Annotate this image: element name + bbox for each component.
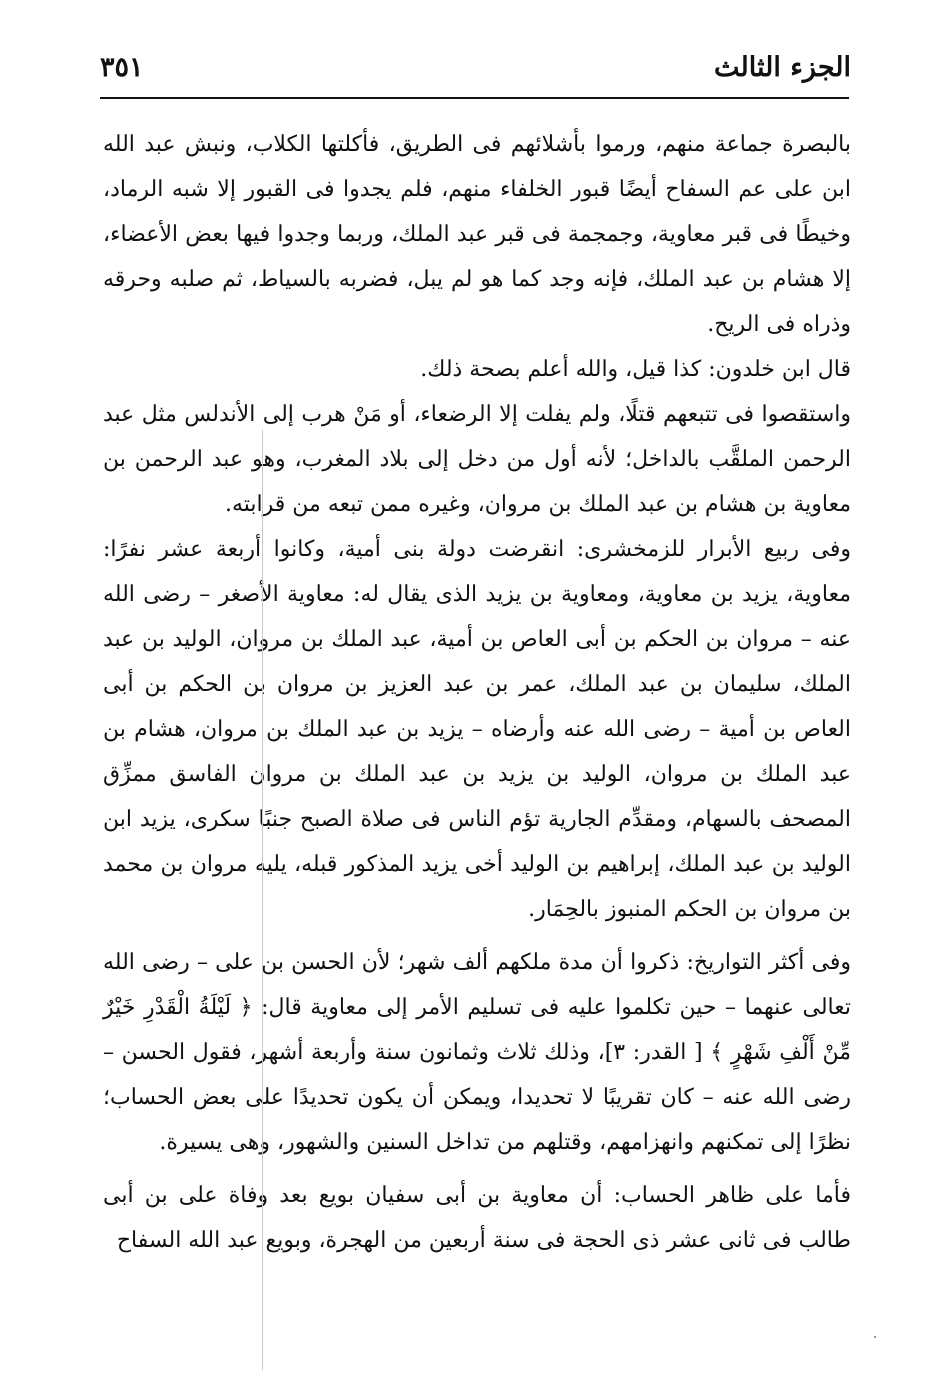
paragraph: وفى ربيع الأبرار للزمخشرى: انقرضت دولة بنى أمية، وكانوا أربعة عشر نفرًا: معاوية، يزيد بن معاوية، ومعاوية بن يزيد الذى يقال له: معاوية الأصغر – رضى الله عنه – مروان بن الحكم بن أبى العاص بن أمية، عبد الملك بن مروان، الوليد بن عبد الملك، سليمان بن عبد الملك، عمر بن عبد العزيز بن مروان بن الحكم بن أبى العاص بن أمية – رضى الله عنه وأرضاه – يزيد بن عبد الملك بن مروان، هشام بن عبد الملك بن مروان، الوليد بن يزيد بن عبد الملك بن مروان الفاسق ممزِّق المصحف بالسهام، ومقدِّم الجارية تؤم الناس فى صلاة الصبح جنبًا سكرى، يزيد ابن الوليد بن عبد الملك، إبراهيم بن الوليد أخى يزيد المذكور قبله، يليه مروان بن محمد بن مروان بن الحكم المنبوز بالحِمَار. xyxy=(103,537,852,922)
paragraph: بالبصرة جماعة منهم، ورموا بأشلائهم فى الطريق، فأكلتها الكلاب، ونبش عبد الله ابن على عم السفاح أيضًا قبور الخلفاء منهم، فلم يجدوا فى القبور إلا شبه الرماد، وخيطًا فى قبر معاوية، وجمجمة فى قبر عبد الملك، وربما وجدوا فيها بعض الأعضاء، إلا هشام بن عبد الملك، فإنه وجد كما هو لم يبل، فضربه بالسياط، ثم صلبه وحرقه وذراه فى الريح. xyxy=(103,132,851,337)
page-header xyxy=(100,50,851,94)
scan-artifact-line xyxy=(262,430,263,1370)
running-head-title: الجزء الثالث xyxy=(714,52,851,83)
paragraph: قال ابن خلدون: كذا قيل، والله أعلم بصحة ذلك. xyxy=(420,357,851,382)
page-number: ٣٥١ xyxy=(100,52,144,83)
header-rule xyxy=(100,97,849,99)
scan-artifact-dot xyxy=(874,1336,876,1338)
main-text xyxy=(103,122,851,1263)
paragraph: وفى أكثر التواريخ: ذكروا أن مدة ملكهم ألف شهر؛ لأن الحسن بن على – رضى الله تعالى عنهما – حين تكلموا عليه فى تسليم الأمر إلى معاوية قال: ﴿ لَيْلَةُ الْقَدْرِ خَيْرٌ مِّنْ أَلْفِ شَهْرٍ ﴾ [ القدر: ٣]، وذلك ثلاث وثمانون سنة وأربعة أشهر، فقول الحسن – رضى الله عنه – كان تقريبًا لا تحديدا، ويمكن أن يكون تحديدًا على بعض الحساب؛ نظرًا إلى تمكنهم وانهزامهم، وقتلهم من تداخل السنين والشهور، وهى يسيرة. xyxy=(103,950,851,1155)
paragraph: فأما على ظاهر الحساب: أن معاوية بن أبى سفيان بويع بعد وفاة على بن أبى طالب فى ثانى عشر ذى الحجة فى سنة أربعين من الهجرة، وبويع عبد الله السفاح xyxy=(103,1183,851,1253)
paragraph: واستقصوا فى تتبعهم قتلًا، ولم يفلت إلا الرضعاء، أو مَنْ هرب إلى الأندلس مثل عبد الرحمن الملقَّب بالداخل؛ لأنه أول من دخل إلى بلاد المغرب، وهو عبد الرحمن بن معاوية بن هشام بن عبد الملك بن مروان، وغيره ممن تبعه من قرابته. xyxy=(103,402,851,517)
